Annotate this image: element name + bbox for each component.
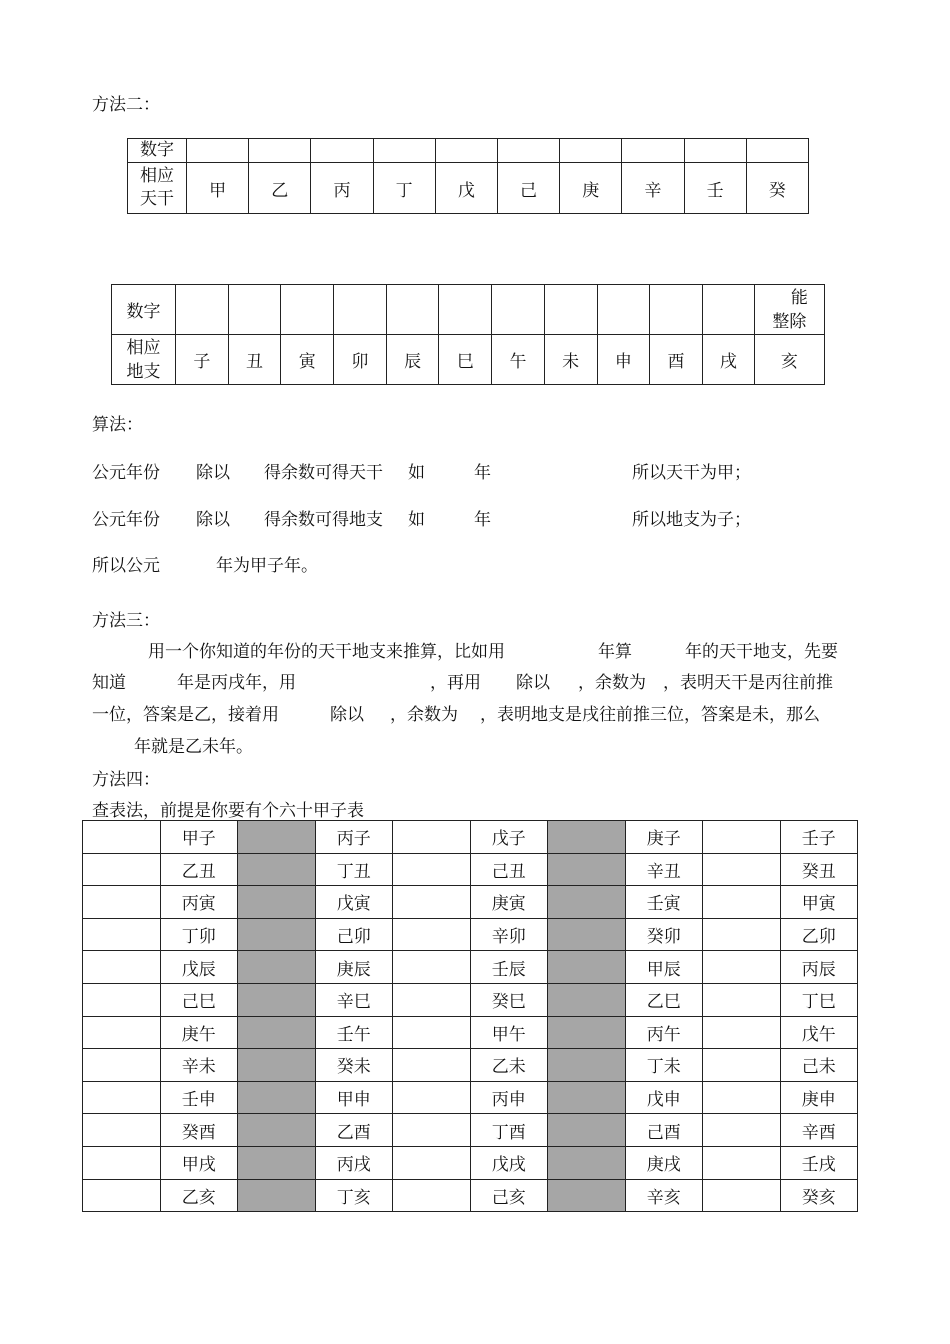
jiazi-cell [393, 1146, 471, 1179]
jiazi-cell [83, 886, 161, 919]
jiazi-cell [703, 886, 781, 919]
jiazi-row [83, 1179, 858, 1212]
label-line: 天干 [140, 189, 174, 209]
text-segment: 年的天干地支，先要 [685, 642, 838, 662]
tiangan-number-cell [497, 139, 559, 163]
jiazi-cell [548, 918, 626, 951]
text-segment: 一位，答案是乙，接着用 [92, 705, 279, 725]
tiangan-number-cell [746, 139, 808, 163]
jiazi-cell: 庚申 [780, 1081, 858, 1114]
dizhi-divisible-cell [754, 285, 824, 335]
jiazi-row [83, 951, 858, 984]
jiazi-cell: 癸未 [315, 1049, 393, 1082]
jiazi-row [83, 821, 858, 854]
jiazi-cell [393, 853, 471, 886]
jiazi-cell: 壬戌 [780, 1146, 858, 1179]
text-segment: 年为甲子年。 [216, 556, 318, 576]
jiazi-row [83, 853, 858, 886]
jiazi-cell [238, 1146, 316, 1179]
jiazi-cell: 丙申 [470, 1081, 548, 1114]
jiazi-cell: 甲辰 [625, 951, 703, 984]
dizhi-number-cell [334, 285, 387, 335]
branch-cell: 酉 [650, 335, 703, 385]
jiazi-cell [83, 853, 161, 886]
text-segment: 公元年份 [92, 510, 160, 530]
jiazi-cell [548, 1114, 626, 1147]
stem-cell: 辛 [622, 163, 684, 214]
dizhi-number-cell [386, 285, 439, 335]
method4-intro: 查表法，前提是你要有个六十甲子表 [92, 801, 364, 821]
jiazi-cell: 庚寅 [470, 886, 548, 919]
text-segment: 除以 [196, 463, 230, 483]
jiazi-cell: 戊子 [470, 821, 548, 854]
dizhi-row1-label: 数字 [112, 285, 176, 335]
tiangan-number-cell [249, 139, 311, 163]
tiangan-table [127, 138, 809, 214]
jiazi-cell [83, 1081, 161, 1114]
jiazi-cell: 癸巳 [470, 983, 548, 1016]
text-segment: 所以公元 [92, 556, 160, 576]
jiazi-cell: 乙卯 [780, 918, 858, 951]
jiazi-cell: 戊寅 [315, 886, 393, 919]
method2-heading: 方法二： [92, 95, 160, 115]
jiazi-cell: 己丑 [470, 853, 548, 886]
jiazi-cell: 癸酉 [160, 1114, 238, 1147]
jiazi-cell: 己亥 [470, 1179, 548, 1212]
tiangan-number-cell [373, 139, 435, 163]
jiazi-cell: 庚午 [160, 1016, 238, 1049]
branch-cell: 巳 [439, 335, 492, 385]
tiangan-row2-label [128, 163, 187, 214]
text-segment: ，余数为 [578, 673, 646, 693]
text-segment: 所以天干为甲； [632, 463, 751, 483]
text-segment: 除以 [196, 510, 230, 530]
jiazi-cell: 乙酉 [315, 1114, 393, 1147]
jiazi-cell [393, 983, 471, 1016]
branch-cell: 申 [597, 335, 650, 385]
jiazi-row [83, 886, 858, 919]
jiazi-cell [238, 951, 316, 984]
jiazi-cell: 甲寅 [780, 886, 858, 919]
jiazi-cell: 癸亥 [780, 1179, 858, 1212]
branch-cell: 丑 [228, 335, 281, 385]
jiazi-table-body [83, 821, 858, 1212]
text-segment: 如 [408, 510, 425, 530]
jiazi-cell [238, 918, 316, 951]
dizhi-number-cell [650, 285, 703, 335]
text-segment: 知道 [92, 673, 126, 693]
jiazi-cell: 庚辰 [315, 951, 393, 984]
jiazi-cell: 丙辰 [780, 951, 858, 984]
text-segment: ，余数为 [390, 705, 458, 725]
stem-cell: 丁 [373, 163, 435, 214]
stem-cell: 己 [497, 163, 559, 214]
jiazi-cell [238, 1049, 316, 1082]
jiazi-row [83, 983, 858, 1016]
jiazi-cell: 壬申 [160, 1081, 238, 1114]
dizhi-number-cell [176, 285, 229, 335]
jiazi-row [83, 1049, 858, 1082]
divisible-line: 能 [790, 287, 808, 308]
jiazi-cell [703, 1016, 781, 1049]
jiazi-cell: 辛酉 [780, 1114, 858, 1147]
method4-heading: 方法四： [92, 770, 160, 790]
dizhi-number-cell [492, 285, 545, 335]
jiazi-cell: 甲戌 [160, 1146, 238, 1179]
jiazi-cell [238, 1114, 316, 1147]
tiangan-number-row [128, 139, 809, 163]
branch-cell: 亥 [754, 335, 824, 385]
jiazi-cell: 癸卯 [625, 918, 703, 951]
text-segment: 得余数可得天干 [264, 463, 383, 483]
jiazi-cell [548, 886, 626, 919]
jiazi-cell: 甲子 [160, 821, 238, 854]
jiazi-cell: 戊申 [625, 1081, 703, 1114]
label-line: 相应 [126, 337, 161, 358]
text-segment: 年算 [598, 642, 632, 662]
jiazi-cell: 戊午 [780, 1016, 858, 1049]
jiazi-cell [393, 1114, 471, 1147]
jiazi-cell [238, 1179, 316, 1212]
jiazi-cell [548, 1081, 626, 1114]
branch-cell: 午 [492, 335, 545, 385]
stem-cell: 庚 [560, 163, 622, 214]
jiazi-cell [393, 821, 471, 854]
text-segment: 年是丙戌年，用 [177, 673, 296, 693]
stem-cell: 壬 [684, 163, 746, 214]
jiazi-cell [83, 1114, 161, 1147]
text-segment: 用一个你知道的年份的天干地支来推算，比如用 [148, 642, 505, 662]
method3-line-4: 年就是乙未年。 [134, 737, 253, 757]
branch-cell: 未 [544, 335, 597, 385]
jiazi-cell: 辛亥 [625, 1179, 703, 1212]
jiazi-cell: 戊戌 [470, 1146, 548, 1179]
jiazi-cell [703, 1049, 781, 1082]
jiazi-cell [548, 951, 626, 984]
jiazi-cell: 乙未 [470, 1049, 548, 1082]
jiazi-cell [238, 853, 316, 886]
jiazi-cell [238, 886, 316, 919]
jiazi-cell [703, 918, 781, 951]
jiazi-cell [548, 1179, 626, 1212]
jiazi-cell [238, 1081, 316, 1114]
jiazi-cell: 乙巳 [625, 983, 703, 1016]
jiazi-cell: 乙亥 [160, 1179, 238, 1212]
jiazi-cell [703, 1114, 781, 1147]
method3-heading: 方法三： [92, 611, 160, 631]
jiazi-cell: 己巳 [160, 983, 238, 1016]
text-segment: 年 [474, 463, 491, 483]
branch-cell: 子 [176, 335, 229, 385]
jiazi-cell: 庚子 [625, 821, 703, 854]
jiazi-cell: 壬午 [315, 1016, 393, 1049]
stem-cell: 乙 [249, 163, 311, 214]
jiazi-cell [83, 1049, 161, 1082]
jiazi-cell: 壬辰 [470, 951, 548, 984]
jiazi-cell [703, 1179, 781, 1212]
jiazi-cell [548, 983, 626, 1016]
jiazi-cell [548, 1016, 626, 1049]
jiazi-cell [703, 1146, 781, 1179]
jiazi-row [83, 918, 858, 951]
jiazi-cell: 壬子 [780, 821, 858, 854]
jiazi-cell [703, 983, 781, 1016]
algorithm-heading: 算法： [92, 415, 143, 435]
jiazi-cell [83, 821, 161, 854]
jiazi-cell [83, 951, 161, 984]
tiangan-number-cell [187, 139, 249, 163]
jiazi-cell: 辛卯 [470, 918, 548, 951]
jiazi-cell: 己卯 [315, 918, 393, 951]
jiazi-cell [393, 1081, 471, 1114]
jiazi-cell [703, 853, 781, 886]
tiangan-row1-label: 数字 [128, 139, 187, 163]
jiazi-table [82, 820, 858, 1212]
jiazi-cell: 己酉 [625, 1114, 703, 1147]
text-segment: 年 [474, 510, 491, 530]
branch-cell: 寅 [281, 335, 334, 385]
branch-cell: 戌 [702, 335, 754, 385]
divisible-line: 整除 [772, 311, 807, 332]
text-segment: ，再用 [430, 673, 481, 693]
jiazi-cell [238, 1016, 316, 1049]
text-segment: 如 [408, 463, 425, 483]
label-line: 地支 [126, 361, 161, 382]
dizhi-number-row [112, 285, 825, 335]
stem-cell: 癸 [746, 163, 808, 214]
tiangan-number-cell [622, 139, 684, 163]
jiazi-cell [83, 1146, 161, 1179]
dizhi-number-cell [597, 285, 650, 335]
dizhi-number-cell [702, 285, 754, 335]
jiazi-cell [83, 983, 161, 1016]
branch-cell: 卯 [334, 335, 387, 385]
jiazi-cell [703, 951, 781, 984]
jiazi-row [83, 1114, 858, 1147]
jiazi-cell: 庚戌 [625, 1146, 703, 1179]
jiazi-row [83, 1016, 858, 1049]
jiazi-cell [83, 918, 161, 951]
jiazi-cell [703, 821, 781, 854]
dizhi-row2-label [112, 335, 176, 385]
jiazi-cell: 己未 [780, 1049, 858, 1082]
text-segment: 所以地支为子； [632, 510, 751, 530]
jiazi-cell: 辛未 [160, 1049, 238, 1082]
jiazi-cell: 戊辰 [160, 951, 238, 984]
tiangan-stem-row [128, 163, 809, 214]
text-segment: 得余数可得地支 [264, 510, 383, 530]
stem-cell: 戊 [435, 163, 497, 214]
jiazi-cell: 丁亥 [315, 1179, 393, 1212]
jiazi-cell [703, 1081, 781, 1114]
jiazi-cell [548, 1146, 626, 1179]
text-segment: 除以 [330, 705, 364, 725]
dizhi-number-cell [281, 285, 334, 335]
text-segment: ，表明地支是戌往前推三位，答案是未，那么 [480, 705, 820, 725]
jiazi-cell: 丁酉 [470, 1114, 548, 1147]
jiazi-cell [393, 1049, 471, 1082]
jiazi-cell: 丁丑 [315, 853, 393, 886]
jiazi-cell: 丙寅 [160, 886, 238, 919]
tiangan-number-cell [684, 139, 746, 163]
tiangan-number-cell [435, 139, 497, 163]
jiazi-cell: 丙午 [625, 1016, 703, 1049]
jiazi-cell: 丁未 [625, 1049, 703, 1082]
jiazi-cell [393, 918, 471, 951]
jiazi-cell: 辛巳 [315, 983, 393, 1016]
branch-cell: 辰 [386, 335, 439, 385]
dizhi-branch-row [112, 335, 825, 385]
jiazi-row [83, 1081, 858, 1114]
tiangan-number-cell [311, 139, 373, 163]
jiazi-cell: 丙戌 [315, 1146, 393, 1179]
jiazi-cell [393, 1179, 471, 1212]
jiazi-cell [238, 983, 316, 1016]
jiazi-cell [83, 1016, 161, 1049]
label-line: 相应 [140, 166, 174, 186]
jiazi-cell: 甲申 [315, 1081, 393, 1114]
dizhi-number-cell [439, 285, 492, 335]
jiazi-cell [393, 886, 471, 919]
dizhi-table [111, 284, 825, 385]
jiazi-cell: 甲午 [470, 1016, 548, 1049]
text-segment: 除以 [516, 673, 550, 693]
jiazi-cell: 丁卯 [160, 918, 238, 951]
jiazi-cell: 乙丑 [160, 853, 238, 886]
text-segment: ，表明天干是丙往前推 [663, 673, 833, 693]
jiazi-cell: 丙子 [315, 821, 393, 854]
jiazi-cell [548, 1049, 626, 1082]
jiazi-cell: 癸丑 [780, 853, 858, 886]
text-segment: 公元年份 [92, 463, 160, 483]
dizhi-number-cell [544, 285, 597, 335]
jiazi-cell [548, 853, 626, 886]
jiazi-cell [548, 821, 626, 854]
jiazi-cell: 丁巳 [780, 983, 858, 1016]
jiazi-cell: 辛丑 [625, 853, 703, 886]
jiazi-cell [83, 1179, 161, 1212]
tiangan-number-cell [560, 139, 622, 163]
jiazi-cell [393, 951, 471, 984]
dizhi-number-cell [228, 285, 281, 335]
jiazi-cell [238, 821, 316, 854]
jiazi-row [83, 1146, 858, 1179]
jiazi-cell [393, 1016, 471, 1049]
stem-cell: 丙 [311, 163, 373, 214]
stem-cell: 甲 [187, 163, 249, 214]
jiazi-cell: 壬寅 [625, 886, 703, 919]
